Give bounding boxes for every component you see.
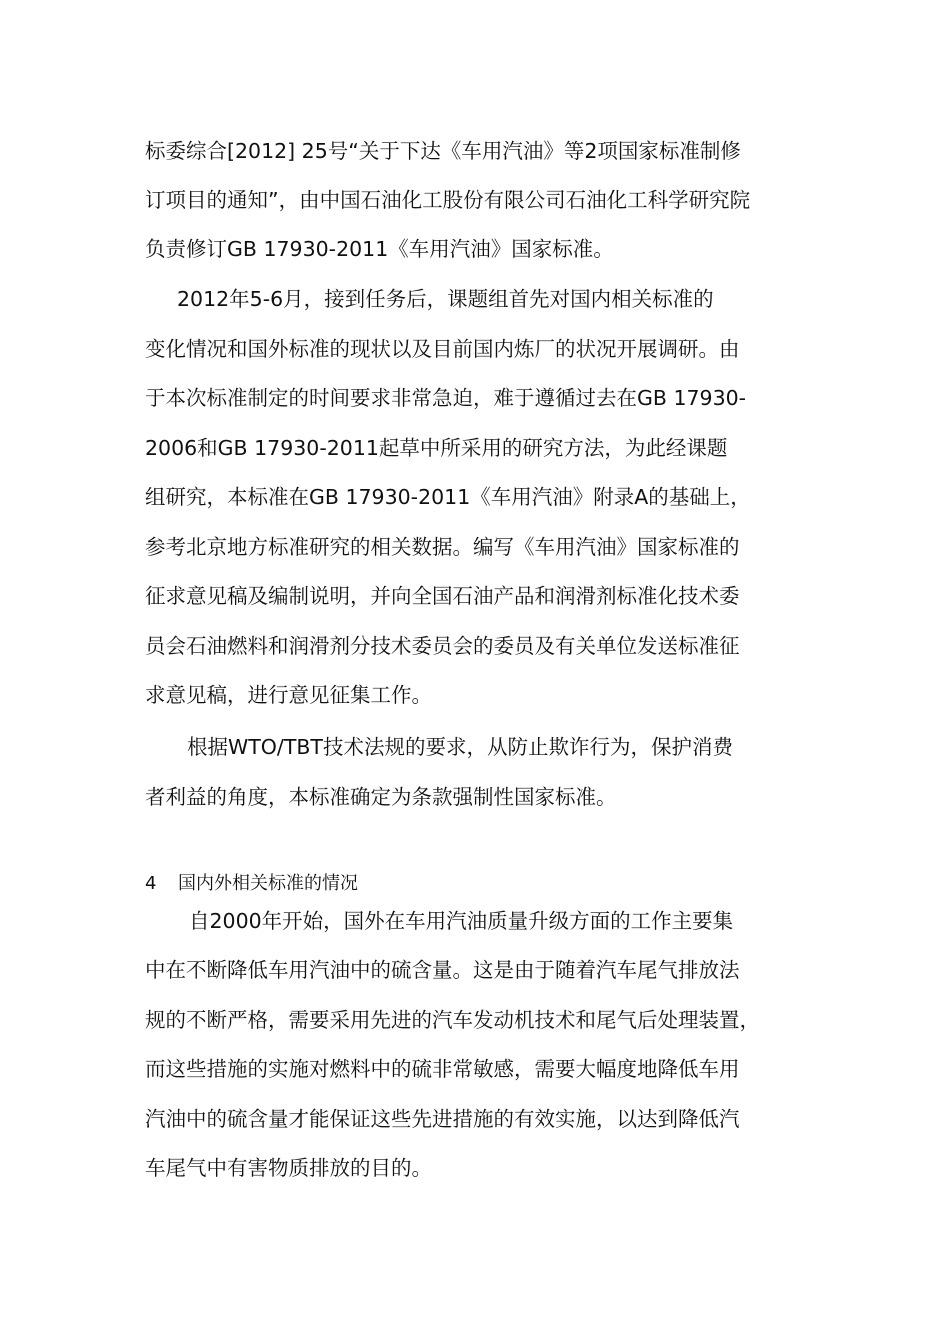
paragraph-2-line-1: 2012年5-6月，接到任务后，课题组首先对国内相关标准的: [177, 287, 714, 311]
paragraph-2-line-9: 求意见稿，进行意见征集工作。: [145, 683, 432, 707]
paragraph-4-line-2: 中在不断降低车用汽油中的硫含量。这是由于随着汽车尾气排放法: [145, 958, 740, 982]
paragraph-1-line-1: 标委综合[2012] 25号“关于下达《车用汽油》等2项国家标准制修: [145, 139, 741, 163]
paragraph-4-line-1: 自2000年开始，国外在车用汽油质量升级方面的工作主要集: [189, 909, 734, 933]
paragraph-2-line-6: 参考北京地方标准研究的相关数据。编写《车用汽油》国家标准的: [145, 535, 740, 559]
paragraph-4-line-5: 汽油中的硫含量才能保证这些先进措施的有效实施，以达到降低汽: [145, 1107, 740, 1131]
section-4-title: 国内外相关标准的情况: [178, 873, 358, 894]
paragraph-4-line-6: 车尾气中有害物质排放的目的。: [145, 1156, 432, 1180]
paragraph-3-line-1: 根据WTO/TBT技术法规的要求，从防止欺诈行为，保护消费: [187, 735, 733, 759]
paragraph-2-line-3: 于本次标准制定的时间要求非常急迫，难于遵循过去在GB 17930-: [145, 386, 747, 410]
section-4-number: 4: [145, 873, 157, 894]
paragraph-2-line-2: 变化情况和国外标准的现状以及目前国内炼厂的状况开展调研。由: [145, 337, 740, 361]
paragraph-2-line-7: 征求意见稿及编制说明，并向全国石油产品和润滑剂标准化技术委: [145, 584, 740, 608]
section-4-heading: [145, 871, 358, 897]
paragraph-2-line-5: 组研究，本标准在GB 17930-2011《车用汽油》附录A的基础上，: [145, 485, 751, 509]
paragraph-2-line-8: 员会石油燃料和润滑剂分技术委员会的委员及有关单位发送标准征: [145, 634, 740, 658]
paragraph-1-line-3: 负责修订GB 17930-2011《车用汽油》国家标准。: [145, 237, 614, 261]
paragraph-2-line-4: 2006和GB 17930-2011起草中所采用的研究方法，为此经课题: [145, 436, 728, 460]
paragraph-4-line-3: 规的不断严格，需要采用先进的汽车发动机技术和尾气后处理装置，: [145, 1008, 760, 1032]
paragraph-3-line-2: 者利益的角度，本标准确定为条款强制性国家标准。: [145, 785, 617, 809]
paragraph-4-line-4: 而这些措施的实施对燃料中的硫非常敏感，需要大幅度地降低车用: [145, 1057, 740, 1081]
paragraph-1-line-2: 订项目的通知”，由中国石油化工股份有限公司石油化工科学研究院: [145, 188, 751, 212]
